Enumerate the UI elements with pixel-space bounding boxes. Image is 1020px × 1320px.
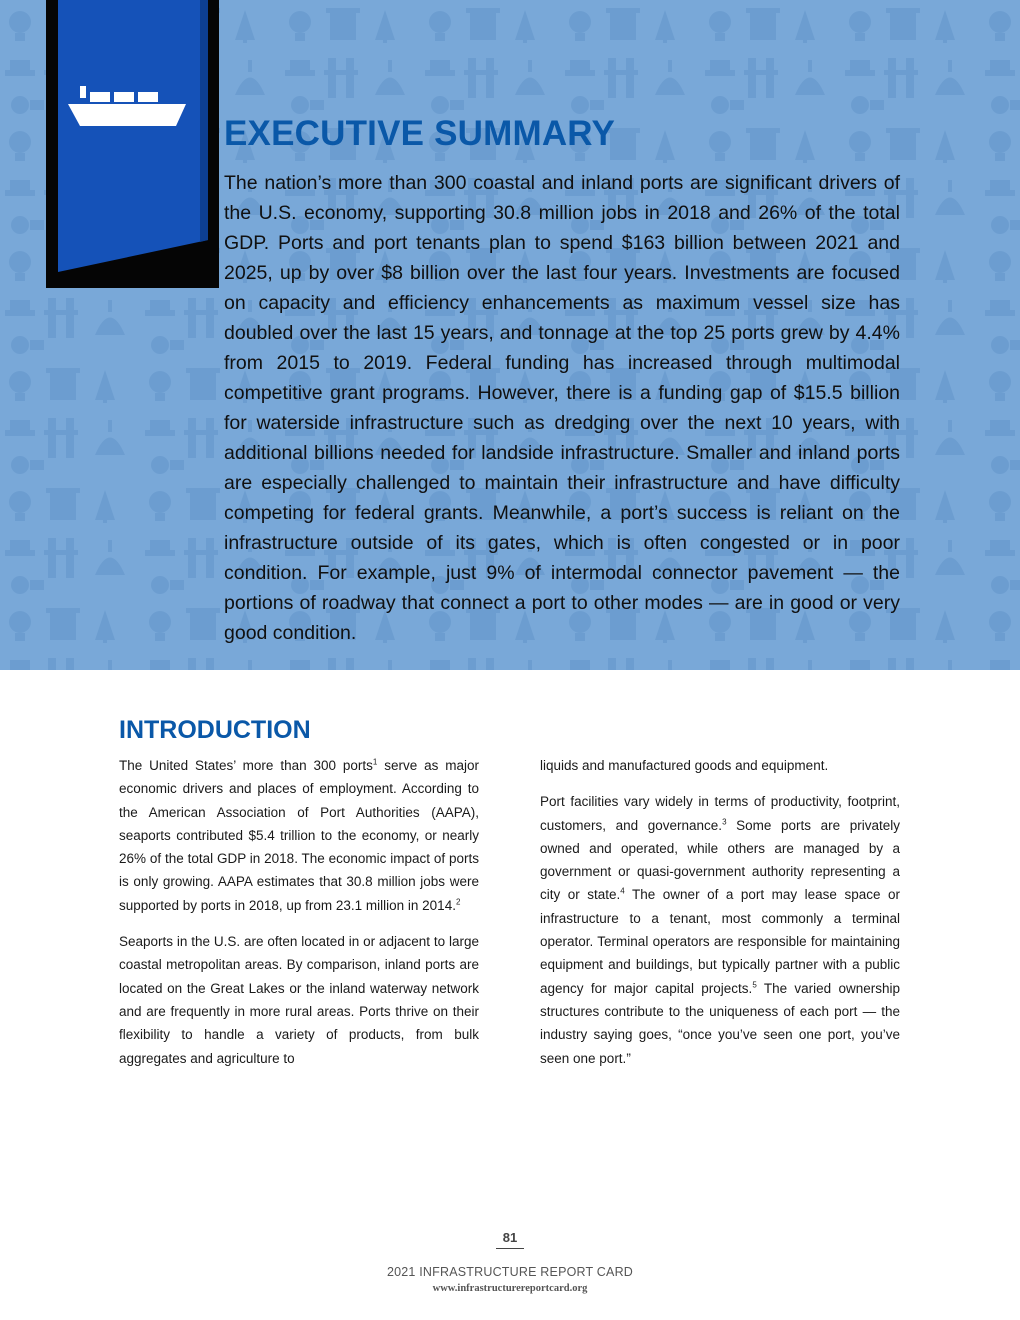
intro-paragraph-2: Seaports in the U.S. are often located in or adjacent to large coastal metropolitan areas. By comparison, inland ports are located on the Great Lakes or the inland waterway network and are frequently in more rural areas. Ports thrive on their flexibility to handle a variety of products, from bulk aggregates and agriculture to	[119, 934, 479, 1066]
introduction-heading: INTRODUCTION	[119, 716, 311, 744]
footer-report-title: 2021 INFRASTRUCTURE REPORT CARD	[386, 1265, 634, 1279]
footnote-ref: 1	[372, 757, 378, 767]
introduction-column-right	[540, 754, 900, 1083]
executive-summary-text: The nation’s more than 300 coastal and inland ports are significant drivers of the U.S. economy, supporting 30.8 million jobs in 2018 and 26% of the total GDP. Ports and port tenants plan to spend $163 billion between 2021 and 2025, up by over $8 billion over the last four years. Investments are focused on capacity and efficiency enhancements as maximum vessel size has doubled over the last 15 years, and tonnage at the top 25 ports grew by 4.4% from 2015 to 2019. Federal funding has increased through multimodal competitive grant programs. However, there is a funding gap of $15.5 billion for waterside infrastructure such as dredging over the next 10 years, with additional billions needed for landside infrastructure. Smaller and inland ports are especially challenged to maintain their infrastructure and have difficulty competing for federal grants. Meanwhile, a port’s success is reliant on the infrastructure outside of its gates, which is often congested or in poor condition. For example, just 9% of intermodal connector pavement — the portions of roadway that connect a port to other modes — are in good or very good condition.	[224, 172, 900, 644]
footer-url[interactable]: www.infrastructurereportcard.org	[432, 1283, 588, 1294]
intro-paragraph-2-continued: liquids and manufactured goods and equipment.	[540, 758, 829, 773]
footnote-ref: 4	[620, 886, 625, 896]
ports-category-banner	[58, 0, 208, 272]
footnote-ref: 5	[752, 980, 757, 990]
cargo-ship-icon	[66, 84, 186, 126]
intro-paragraph-1: The United States’ more than 300 ports$^1$ serve as major economic drivers and places of employment. According to the American Association of Port Authorities (AAPA), seaports contributed $5.4 trillion to the economy, or nearly 26% of the total GDP in 2018. The economic impact of ports is only growing. AAPA estimates that 30.8 million jobs were supported by ports in 2018, up from 23.1 million in 2014.$^2$	[119, 757, 479, 913]
footnote-ref: 3	[722, 817, 727, 827]
intro-paragraph-3: Port facilities vary widely in terms of productivity, footprint, customers, and governance.$^3$ Some ports are privately owned and operated, while others are managed by a government or quasi-government authority representing a city or state.$^4$ The owner of a port may lease space or infrastructure to a tenant, most commonly a terminal operator. Terminal operators are responsible for maintaining equipment and buildings, but typically partner with a public agency for major capital projects.$^5$ The varied ownership structures contribute to the uniqueness of each port — the industry saying goes, “once you’ve seen one port, you’ve seen one port.”	[540, 794, 901, 1066]
introduction-column-left	[119, 754, 479, 1083]
executive-summary-title: EXECUTIVE SUMMARY	[224, 114, 616, 153]
footnote-ref: 2	[455, 897, 461, 907]
page-number: 81	[496, 1230, 524, 1249]
